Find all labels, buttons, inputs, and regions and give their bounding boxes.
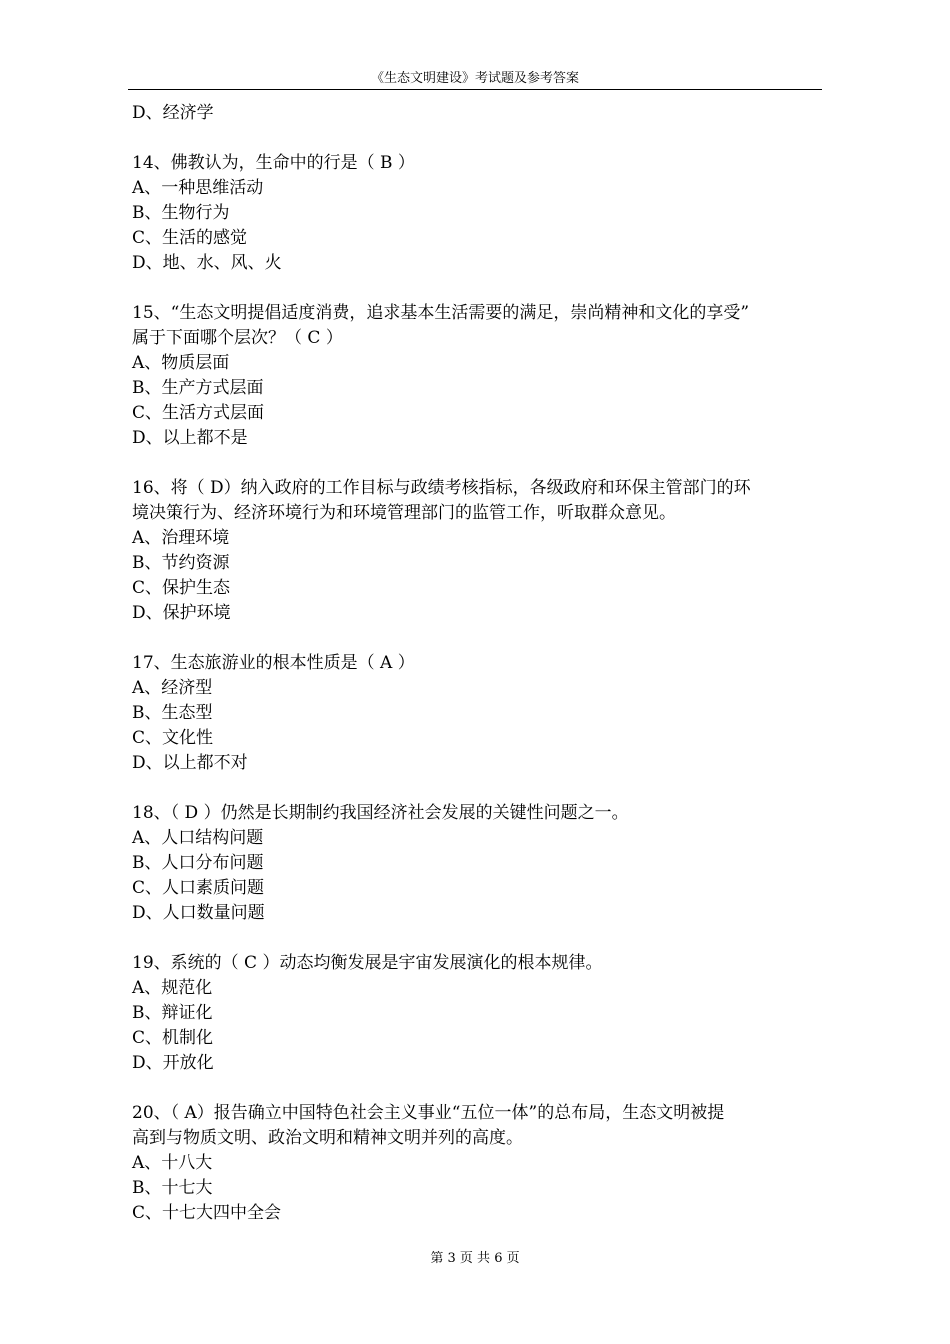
answer-option: A、一种思维活动 <box>132 178 264 198</box>
carryover-option: D、经济学 <box>132 103 214 123</box>
question-spacer <box>132 626 824 651</box>
answer-option: A、人口结构问题 <box>132 828 264 848</box>
question-stem-line: 20、（ A）报告确立中国特色社会主义事业“五位一体”的总布局，生态文明被提 <box>132 1103 725 1123</box>
answer-option: D、以上都不是 <box>132 428 248 448</box>
answer-option: A、物质层面 <box>132 353 230 373</box>
answer-option: C、文化性 <box>132 728 214 748</box>
question-stem-line: 19、系统的（ C ）动态均衡发展是宇宙发展演化的根本规律。 <box>132 953 603 973</box>
answer-option: D、保护环境 <box>132 603 231 623</box>
question-stem-line: 14、佛教认为，生命中的行是（ B ） <box>132 153 415 173</box>
question-spacer <box>132 126 824 151</box>
answer-option: B、十七大 <box>132 1178 213 1198</box>
question-block <box>132 801 824 926</box>
question-spacer <box>132 926 824 951</box>
question-stem-line: 15、“生态文明提倡适度消费，追求基本生活需要的满足，崇尚精神和文化的享受” <box>132 303 750 323</box>
question-spacer <box>132 1076 824 1101</box>
document-body <box>132 101 824 1226</box>
question-block <box>132 1101 824 1226</box>
answer-option: A、规范化 <box>132 978 213 998</box>
answer-option: D、人口数量问题 <box>132 903 265 923</box>
answer-option: D、地、水、风、火 <box>132 253 282 273</box>
answer-option: B、人口分布问题 <box>132 853 264 873</box>
answer-option: D、以上都不对 <box>132 753 248 773</box>
answer-option: C、保护生态 <box>132 578 231 598</box>
answer-option: A、经济型 <box>132 678 213 698</box>
question-block <box>132 951 824 1076</box>
question-list <box>132 126 824 1226</box>
answer-option: B、辩证化 <box>132 1003 213 1023</box>
answer-option: A、十八大 <box>132 1153 213 1173</box>
question-block <box>132 151 824 276</box>
answer-option: C、生活方式层面 <box>132 403 265 423</box>
question-block <box>132 651 824 776</box>
answer-option: A、治理环境 <box>132 528 230 548</box>
question-stem-line: 高到与物质文明、政治文明和精神文明并列的高度。 <box>132 1128 523 1148</box>
answer-option: C、机制化 <box>132 1028 214 1048</box>
answer-option: C、人口素质问题 <box>132 878 265 898</box>
page-header-title: 《生态文明建设》考试题及参考答案 <box>370 71 579 86</box>
answer-option: C、十七大四中全会 <box>132 1203 282 1223</box>
page-number: 第 3 页 共 6 页 <box>430 1251 520 1266</box>
question-stem-line: 属于下面哪个层次？（ C ） <box>132 328 343 348</box>
question-stem-line: 17、生态旅游业的根本性质是（ A ） <box>132 653 415 673</box>
question-spacer <box>132 776 824 801</box>
answer-option: C、生活的感觉 <box>132 228 248 248</box>
question-block <box>132 476 824 626</box>
answer-option: B、节约资源 <box>132 553 230 573</box>
header-divider <box>128 89 822 90</box>
question-stem-line: 境决策行为、经济环境行为和环境管理部门的监管工作，听取群众意见。 <box>132 503 676 523</box>
question-block <box>132 301 824 451</box>
question-stem-line: 16、将（ D）纳入政府的工作目标与政绩考核指标，各级政府和环保主管部门的环 <box>132 478 751 498</box>
answer-option: B、生产方式层面 <box>132 378 264 398</box>
question-stem-line: 18、（ D ）仍然是长期制约我国经济社会发展的关键性问题之一。 <box>132 803 629 823</box>
question-spacer <box>132 451 824 476</box>
answer-option: B、生态型 <box>132 703 213 723</box>
question-spacer <box>132 276 824 301</box>
answer-option: D、开放化 <box>132 1053 214 1073</box>
answer-option: B、生物行为 <box>132 203 230 223</box>
